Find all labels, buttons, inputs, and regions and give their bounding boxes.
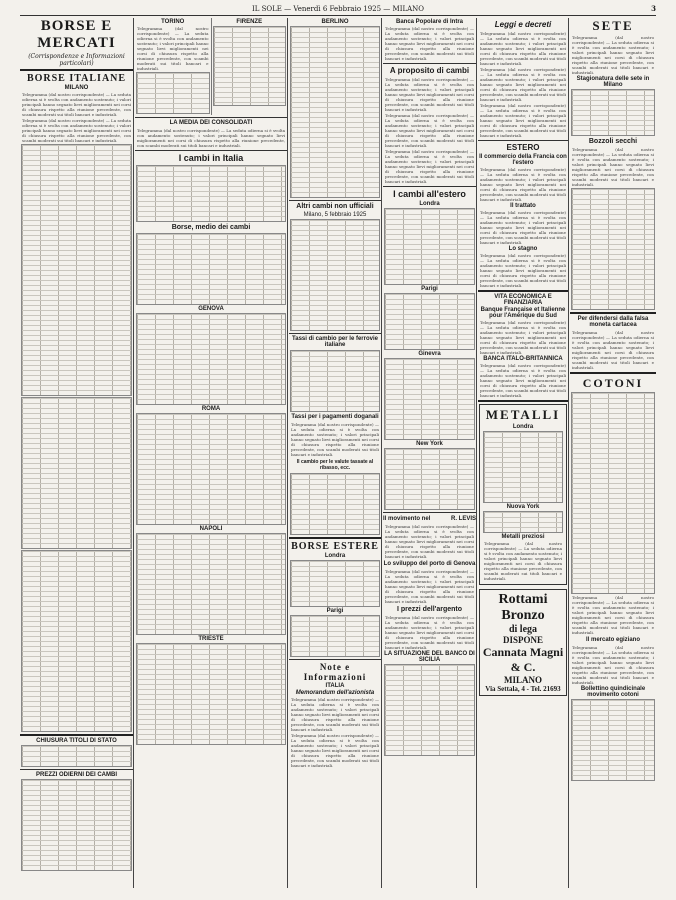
proposito-text-1: Telegramma (dal nostro corrispondente) — La seduta odierna si è svolta con andamento sostenuto; i valori principali hanno segnato lievi miglioramenti nei corsi di chiusura rispetto alla riunione precedente, con scambi moderati sui titoli bancari e industriali. bbox=[385, 77, 474, 112]
heading-media-consolidati: LA MEDIA DEI CONSOLIDATI bbox=[169, 120, 253, 126]
torino-table bbox=[136, 72, 210, 114]
bozzoli-text: Telegramma (dal nostro corrispondente) — La seduta odierna si è svolta con andamento sostenuto; i valori principali hanno segnato lievi miglioramenti nei corsi di chiusura rispetto alla riunione precedente, con scambi moderati sui titoli bancari e industriali. bbox=[572, 147, 654, 187]
heading-stagionatura: Stagionatura delle sete in Milano bbox=[576, 76, 650, 88]
heading-chiusura-titoli: CHIUSURA TITOLI DI STATO bbox=[36, 738, 117, 744]
heading-banque-francaise: Banque Française et Italienne pour l'Amérique du Sud bbox=[480, 307, 566, 319]
heading-italia: ITALIA bbox=[325, 683, 345, 689]
heading-banca-italo: BANCA ITALO-BRITANNICA bbox=[483, 356, 563, 362]
heading-stagno: Lo stagno bbox=[508, 246, 538, 252]
column-2 bbox=[135, 18, 288, 888]
heading-estero: ESTERO bbox=[506, 143, 540, 152]
firenze-table bbox=[213, 26, 287, 106]
tassi-doganali-text: Telegramma (dal nostro corrispondente) — La seduta odierna si è svolta con andamento sostenuto; i valori principali hanno segnato lievi miglioramenti nei corsi di chiusura rispetto alla riunione precedente, con scambi moderati sui titoli bancari e industriali. bbox=[291, 422, 379, 457]
sete-text: Telegramma (dal nostro corrispondente) — La seduta odierna si è svolta con andamento sostenuto; i valori principali hanno segnato lievi miglioramenti nei corsi di chiusura rispetto alla riunione precedente, con scambi moderati sui titoli bancari e industriali. bbox=[572, 35, 654, 75]
heading-ginevra: Ginevra bbox=[418, 351, 441, 357]
heading-bollettino: Bollettino quindicinale movimento cotoni bbox=[580, 686, 646, 698]
heading-borse-medio: Borse, medio dei cambi bbox=[171, 224, 251, 231]
heading-prezzi-argento: I prezzi dell'argento bbox=[396, 606, 463, 613]
column-1 bbox=[20, 18, 134, 888]
chiusura-table bbox=[21, 745, 132, 767]
heading-cambi-italia: I cambi in Italia bbox=[178, 153, 244, 163]
heading-prezzi-cambi: PREZZI ODIERNI DEI CAMBI bbox=[35, 772, 117, 778]
heading-metalli-preziosi: Metalli preziosi bbox=[501, 534, 545, 540]
column-5 bbox=[478, 18, 569, 888]
tassi-ferrovie-table bbox=[290, 350, 380, 412]
torino-text: Telegramma (dal nostro corrispondente) — La seduta odierna si è svolta con andamento sostenuto; i valori principali hanno segnato lievi miglioramenti nei corsi di chiusura rispetto alla riunione precedente, con scambi moderati sui titoli bancari e industriali. bbox=[137, 26, 209, 71]
heading-proposito-cambi: A proposito di cambi bbox=[389, 66, 470, 75]
difendersi-text: Telegramma (dal nostro corrispondente) — La seduta odierna si è svolta con andamento sostenuto; i valori principali hanno segnato lievi miglioramenti nei corsi di chiusura rispetto alla riunione precedente, con scambi moderati sui titoli bancari e industriali. bbox=[572, 330, 654, 370]
heading-londra-cambi: Londra bbox=[419, 201, 440, 207]
heading-napoli: NAPOLI bbox=[199, 526, 223, 532]
heading-torino: TORINO bbox=[161, 19, 185, 25]
new-york-table bbox=[384, 448, 475, 510]
heading-movimento: Il movimento nel bbox=[383, 516, 431, 522]
heading-parigi-estere: Parigi bbox=[326, 608, 344, 614]
consolidati-text: Telegramma (dal nostro corrispondente) — La seduta odierna si è svolta con andamento sostenuto; i valori principali hanno segnato lievi miglioramenti nei corsi di chiusura rispetto alla riunione precedente, con scambi moderati sui titoli bancari e industriali. bbox=[137, 128, 285, 148]
heading-borse-estere: BORSE ESTERE bbox=[291, 541, 379, 552]
metalli-londra-table bbox=[483, 431, 563, 503]
column-3 bbox=[289, 18, 382, 888]
milano-quotes-table-3 bbox=[21, 550, 132, 732]
heading-cambio-valute: Il cambio per le valute tassate al ribasso, ecc. bbox=[296, 459, 374, 471]
commercio-text: Telegramma (dal nostro corrispondente) — La seduta odierna si è svolta con andamento sostenuto; i valori principali hanno segnato lievi miglioramenti nei corsi di chiusura rispetto alla riunione precedente, con scambi moderati sui titoli bancari e industriali. bbox=[480, 167, 566, 202]
cambio-valute-table bbox=[290, 473, 380, 535]
leggi-text-2: Telegramma (dal nostro corrispondente) — La seduta odierna si è svolta con andamento sostenuto; i valori principali hanno segnato lievi miglioramenti nei corsi di chiusura rispetto alla riunione precedente, con scambi moderati sui titoli bancari e industriali. bbox=[480, 67, 566, 102]
argento-text: Telegramma (dal nostro corrispondente) — La seduta odierna si è svolta con andamento sostenuto; i valori principali hanno segnato lievi miglioramenti nei corsi di chiusura rispetto alla riunione precedente, con scambi moderati sui titoli bancari e industriali. bbox=[385, 615, 474, 650]
londra-cambi-table bbox=[384, 208, 475, 285]
milano-quotes-table bbox=[21, 144, 132, 396]
prezzi-cambi-table bbox=[21, 779, 132, 871]
milano-quotes-table-2 bbox=[21, 397, 132, 549]
heading-nuova-york: Nuova York bbox=[506, 504, 540, 510]
section-title-borse-mercati: BORSE E MERCATI bbox=[37, 18, 116, 51]
stagionatura-table bbox=[571, 89, 655, 136]
heading-cambi-estero: I cambi all'estero bbox=[393, 189, 466, 199]
column-6 bbox=[570, 18, 656, 888]
ad-line-3: DISPONE bbox=[502, 635, 543, 645]
heading-trieste: TRIESTE bbox=[198, 636, 224, 642]
page-number: 3 bbox=[651, 4, 656, 13]
roma-table bbox=[136, 413, 286, 525]
heading-bozzoli: Bozzoli secchi bbox=[588, 138, 638, 145]
heading-altri-cambi: Altri cambi non ufficiali bbox=[296, 203, 374, 210]
berlino-table bbox=[290, 26, 380, 198]
heading-parigi-cambi: Parigi bbox=[421, 286, 438, 292]
heading-sviluppo-genova: Lo sviluppo del porto di Genova bbox=[383, 561, 476, 567]
heading-tassi-ferrovie: Tassi di cambio per le ferrovie italiane bbox=[292, 336, 378, 348]
bollettino-table bbox=[571, 699, 655, 781]
header-dateline: IL SOLE — Venerdì 6 Febbraio 1925 — MILANO bbox=[251, 5, 425, 13]
memorandum-text-2: Telegramma (dal nostro corrispondente) — La seduta odierna si è svolta con andamento sostenuto; i valori principali hanno segnato lievi miglioramenti nei corsi di chiusura rispetto alla riunione precedente, con scambi moderati sui titoli bancari e industriali. bbox=[291, 733, 379, 768]
banca-italo-text: Telegramma (dal nostro corrispondente) — La seduta odierna si è svolta con andamento sostenuto; i valori principali hanno segnato lievi miglioramenti nei corsi di chiusura rispetto alla riunione precedente, con scambi moderati sui titoli bancari e industriali. bbox=[480, 363, 566, 398]
heading-commercio-francia: Il commercio della Francia con l'estero bbox=[479, 154, 567, 166]
heading-borse-italiane: BORSE ITALIANE bbox=[26, 73, 127, 84]
movimento-text: Telegramma (dal nostro corrispondente) — La seduta odierna si è svolta con andamento sostenuto; i valori principali hanno segnato lievi miglioramenti nei corsi di chiusura rispetto alla riunione precedente, con scambi moderati sui titoli bancari e industriali. bbox=[385, 524, 474, 559]
trieste-table bbox=[136, 643, 286, 745]
stagno-text: Telegramma (dal nostro corrispondente) — La seduta odierna si è svolta con andamento sostenuto; i valori principali hanno segnato lievi miglioramenti nei corsi di chiusura rispetto alla riunione precedente, con scambi moderati sui titoli bancari e industriali. bbox=[480, 253, 566, 288]
section-subtitle: (Corrispondenze e Informazioni particolari) bbox=[28, 53, 125, 67]
metalli-ny-table bbox=[483, 511, 563, 533]
heading-tassi-doganali: Tassi per i pagamenti doganali bbox=[291, 414, 379, 420]
heading-note-informazioni: Note e Informazioni bbox=[303, 662, 367, 682]
londra-estere-table bbox=[290, 560, 380, 607]
bronze-advertisement bbox=[479, 589, 567, 696]
ginevra-table bbox=[384, 358, 475, 440]
parigi-cambi-table bbox=[384, 293, 475, 350]
memorandum-text: Telegramma (dal nostro corrispondente) — La seduta odierna si è svolta con andamento sostenuto; i valori principali hanno segnato lievi miglioramenti nei corsi di chiusura rispetto alla riunione precedente, con scambi moderati sui titoli bancari e industriali. bbox=[291, 697, 379, 732]
heading-roma: ROMA bbox=[201, 406, 221, 412]
heading-per-difendersi: Per difendersi dalla falsa moneta cartacea bbox=[577, 316, 649, 328]
page-header bbox=[20, 3, 656, 16]
heading-new-york: New York bbox=[416, 441, 443, 447]
trattato-text: Telegramma (dal nostro corrispondente) — La seduta odierna si è svolta con andamento sostenuto; i valori principali hanno segnato lievi miglioramenti nei corsi di chiusura rispetto alla riunione precedente, con scambi moderati sui titoli bancari e industriali. bbox=[480, 210, 566, 245]
leggi-text-3: Telegramma (dal nostro corrispondente) — La seduta odierna si è svolta con andamento sostenuto; i valori principali hanno segnato lievi miglioramenti nei corsi di chiusura rispetto alla riunione precedente, con scambi moderati sui titoli bancari e industriali. bbox=[480, 103, 566, 138]
heading-leggi-decreti: Leggi e decreti bbox=[494, 20, 552, 29]
heading-londra-estere: Londra bbox=[324, 553, 346, 559]
cotoni-table bbox=[571, 392, 655, 594]
sviluppo-text: Telegramma (dal nostro corrispondente) — La seduta odierna si è svolta con andamento sostenuto; i valori principali hanno segnato lievi miglioramenti nei corsi di chiusura rispetto alla riunione precedente, con scambi moderati sui titoli bancari e industriali. bbox=[385, 569, 474, 604]
napoli-table bbox=[136, 533, 286, 635]
heading-banca-popolare: Banca Popolare di Intra bbox=[395, 19, 464, 25]
heading-firenze: FIRENZE bbox=[236, 19, 263, 25]
leggi-text-1: Telegramma (dal nostro corrispondente) — La seduta odierna si è svolta con andamento sostenuto; i valori principali hanno segnato lievi miglioramenti nei corsi di chiusura rispetto alla riunione precedente, con scambi moderati sui titoli bancari e industriali. bbox=[480, 31, 566, 66]
ad-line-5: MILANO bbox=[504, 675, 542, 685]
milano-report-text-2: Telegramma (dal nostro corrispondente) — La seduta odierna si è svolta con andamento sostenuto; i valori principali hanno segnato lievi miglioramenti nei corsi di chiusura rispetto alla riunione precedente, con scambi moderati sui titoli bancari e industriali. bbox=[22, 118, 131, 143]
proposito-text-2: Telegramma (dal nostro corrispondente) — La seduta odierna si è svolta con andamento sostenuto; i valori principali hanno segnato lievi miglioramenti nei corsi di chiusura rispetto alla riunione precedente, con scambi moderati sui titoli bancari e industriali. bbox=[385, 113, 474, 148]
egiziano-text: Telegramma (dal nostro corrispondente) — La seduta odierna si è svolta con andamento sostenuto; i valori principali hanno segnato lievi miglioramenti nei corsi di chiusura rispetto alla riunione precedente, con scambi moderati sui titoli bancari e industriali. bbox=[572, 645, 654, 685]
ad-line-4: Cannata Magni & C. bbox=[482, 645, 564, 674]
heading-genova: GENOVA bbox=[198, 306, 224, 312]
situazione-banco-table bbox=[384, 664, 475, 756]
ad-line-1: Rottami Bronzo bbox=[498, 592, 548, 623]
milano-report-text: Telegramma (dal nostro corrispondente) — La seduta odierna si è svolta con andamento sostenuto; i valori principali hanno segnato lievi miglioramenti nei corsi di chiusura rispetto alla riunione precedente, con scambi moderati sui titoli bancari e industriali. bbox=[22, 92, 131, 117]
heading-metalli: METALLI bbox=[485, 407, 561, 422]
heading-trattato: Il trattato bbox=[510, 203, 536, 209]
heading-sete: SETE bbox=[592, 18, 634, 33]
banca-popolare-text: Telegramma (dal nostro corrispondente) — La seduta odierna si è svolta con andamento sostenuto; i valori principali hanno segnato lievi miglioramenti nei corsi di chiusura rispetto alla riunione precedente, con scambi moderati sui titoli bancari e industriali. bbox=[385, 26, 474, 61]
heading-memorandum: Memorandum dell'azionista bbox=[295, 690, 375, 696]
heading-mercato-egiziano: Il mercato egiziano bbox=[585, 637, 640, 643]
heading-londra-metalli: Londra bbox=[512, 424, 534, 430]
cotoni-text: Telegramma (dal nostro corrispondente) — La seduta odierna si è svolta con andamento sostenuto; i valori principali hanno segnato lievi miglioramenti nei corsi di chiusura rispetto alla riunione precedente, con scambi moderati sui titoli bancari e industriali. bbox=[572, 595, 654, 635]
parigi-estere-table bbox=[290, 615, 380, 657]
preziosi-text: Telegramma (dal nostro corrispondente) — La seduta odierna si è svolta con andamento sostenuto; i valori principali hanno segnato lievi miglioramenti nei corsi di chiusura rispetto alla riunione precedente, con scambi moderati sui titoli bancari e industriali. bbox=[484, 541, 562, 581]
sete-prezzi-table bbox=[571, 188, 655, 310]
proposito-text-3: Telegramma (dal nostro corrispondente) — La seduta odierna si è svolta con andamento sostenuto; i valori principali hanno segnato lievi miglioramenti nei corsi di chiusura rispetto alla riunione precedente, con scambi moderati sui titoli bancari e industriali. bbox=[385, 149, 474, 184]
altri-cambi-date: Milano, 5 febbraio 1925 bbox=[303, 212, 367, 218]
byline-levis: R. LEVIS bbox=[450, 516, 476, 522]
heading-situazione-banco: LA SITUAZIONE DEL BANCO DI SICILIA bbox=[384, 651, 475, 663]
altri-cambi-table bbox=[290, 219, 380, 331]
ad-line-6: Via Settala, 4 - Tel. 21693 bbox=[485, 685, 561, 693]
ad-line-2: di lega bbox=[508, 624, 538, 635]
genova-table bbox=[136, 313, 286, 405]
heading-berlino: BERLINO bbox=[321, 19, 349, 25]
heading-milano: MILANO bbox=[64, 85, 89, 91]
heading-cotoni: COTONI bbox=[582, 376, 644, 390]
column-4 bbox=[383, 18, 477, 888]
heading-vita-economica: VITA ECONOMICA E FINANZIARIA bbox=[494, 294, 552, 306]
banque-text: Telegramma (dal nostro corrispondente) — La seduta odierna si è svolta con andamento sostenuto; i valori principali hanno segnato lievi miglioramenti nei corsi di chiusura rispetto alla riunione precedente, con scambi moderati sui titoli bancari e industriali. bbox=[480, 320, 566, 355]
cambi-italia-table bbox=[136, 165, 286, 222]
medio-cambi-table bbox=[136, 233, 286, 305]
